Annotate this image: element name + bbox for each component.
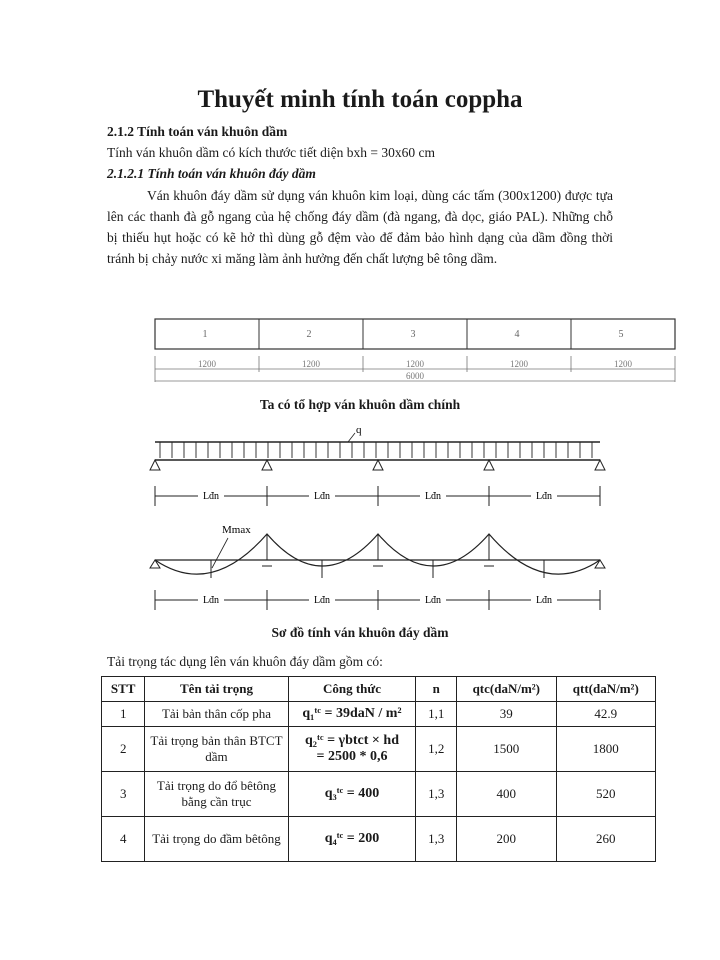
cell-qtc: 400 — [457, 772, 557, 817]
support-icons — [150, 460, 605, 470]
col-name: Tên tải trọng — [145, 677, 288, 702]
cell-stt: 2 — [102, 727, 145, 772]
figure1-caption: Ta có tổ hợp ván khuôn dầm chính — [259, 397, 461, 412]
col-stt: STT — [102, 677, 145, 702]
panel-label: 2 — [306, 329, 312, 340]
cell-name: Tải trọng do đổ bêtông bằng cần trục — [145, 772, 288, 817]
table-header-row — [102, 677, 656, 702]
beam-load-diagram — [0, 420, 720, 620]
panel-label: 3 — [410, 329, 416, 340]
col-qtt: qtt(daN/m²) — [556, 677, 655, 702]
formwork-layout-figure — [0, 310, 720, 390]
table-row — [102, 727, 656, 772]
cell-n: 1,1 — [416, 702, 457, 727]
col-n: n — [416, 677, 457, 702]
subsection-heading: 2.1.2.1 Tính toán ván khuôn đáy dầm — [107, 166, 316, 181]
span-label: Lđn — [535, 595, 553, 606]
table-intro: Tải trọng tác dụng lên ván khuôn đáy dầm gồm có: — [107, 654, 383, 669]
span-label: Lđn — [313, 491, 331, 502]
panel-label: 1 — [202, 329, 208, 340]
cell-n: 1,3 — [416, 817, 457, 862]
formula-text: q₃ᵗᶜ = 400 — [324, 786, 380, 801]
cell-qtt: 260 — [556, 817, 655, 862]
cell-n: 1,3 — [416, 772, 457, 817]
cell-formula — [288, 772, 416, 817]
formula-text: = 2500 * 0,6 — [316, 749, 388, 764]
span-label: Lđn — [202, 595, 220, 606]
load-label: q — [356, 424, 362, 436]
formula-text: q₂ᵗᶜ = γbtct × hd — [305, 733, 399, 748]
table-row — [102, 817, 656, 862]
col-formula: Công thức — [288, 677, 416, 702]
figure2-caption: Sơ đồ tính ván khuôn đáy dầm — [271, 625, 449, 640]
formula-text: q₄ᵗᶜ = 200 — [324, 831, 380, 846]
load-table — [101, 676, 656, 862]
cell-formula — [288, 817, 416, 862]
col-qtc: qtc(daN/m²) — [457, 677, 557, 702]
span-label: Lđn — [202, 491, 220, 502]
section-heading: 2.1.2 Tính toán ván khuôn dầm — [107, 124, 288, 139]
section-description: Tính ván khuôn dầm có kích thước tiết diện bxh = 30x60 cm — [107, 145, 436, 160]
cell-qtt: 42.9 — [556, 702, 655, 727]
cell-formula — [288, 702, 416, 727]
span-label: Lđn — [424, 595, 442, 606]
span-label: Lđn — [313, 595, 331, 606]
total-dimension: 6000 — [406, 371, 424, 381]
cell-qtc: 200 — [457, 817, 557, 862]
span-dimension: 1200 — [614, 359, 632, 369]
cell-formula — [288, 727, 416, 772]
formula-text: q₁ᵗᶜ = 39daN / m² — [302, 706, 402, 721]
cell-name: Tải trọng bản thân BTCT dầm — [145, 727, 288, 772]
cell-qtt: 1800 — [556, 727, 655, 772]
span-label: Lđn — [535, 491, 553, 502]
cell-stt: 1 — [102, 702, 145, 727]
span-dimension: 1200 — [510, 359, 528, 369]
table-row — [102, 772, 656, 817]
moment-label: Mmax — [222, 524, 251, 536]
span-dimension: 1200 — [302, 359, 320, 369]
panel-label: 5 — [618, 329, 624, 340]
cell-name: Tải trọng do đầm bêtông — [145, 817, 288, 862]
span-dimension: 1200 — [406, 359, 424, 369]
cell-stt: 4 — [102, 817, 145, 862]
cell-qtc: 1500 — [457, 727, 557, 772]
cell-stt: 3 — [102, 772, 145, 817]
cell-name: Tải bản thân cốp pha — [145, 702, 288, 727]
span-dimension: 1200 — [198, 359, 216, 369]
page-title: Thuyết minh tính toán coppha — [197, 86, 523, 113]
table-row — [102, 702, 656, 727]
span-label: Lđn — [424, 491, 442, 502]
cell-n: 1,2 — [416, 727, 457, 772]
cell-qtt: 520 — [556, 772, 655, 817]
panel-label: 4 — [514, 329, 520, 340]
body-paragraph: Ván khuôn đáy dầm sử dụng ván khuôn kim loại, dùng các tấm (300x1200) được tựa lên các thanh đà gỗ ngang của hệ chống đáy dầm (đà ngang, đà dọc, giáo PAL). Những chỗ bị thiếu hụt hoặc có kẽ hở thì dùng gỗ đệm vào để đảm bảo hình dạng của dầm đồng thời tránh bị chảy nước xi măng làm ảnh hưởng đến chất lượng bê tông dầm. — [107, 188, 613, 266]
cell-qtc: 39 — [457, 702, 557, 727]
